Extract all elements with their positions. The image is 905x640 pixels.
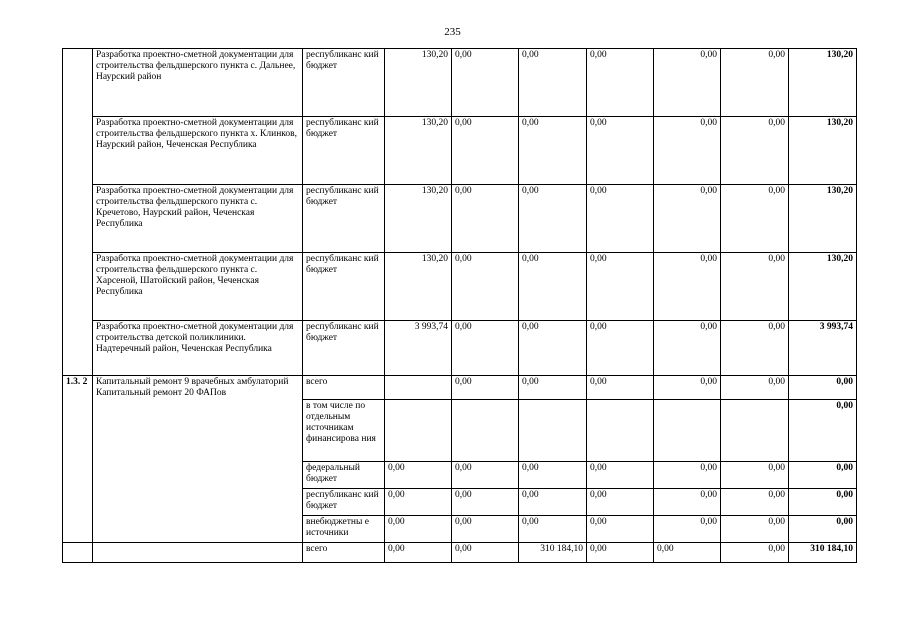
table-row — [63, 49, 857, 117]
value-cell: 0,00 — [452, 253, 519, 321]
section-code: 1.3. 2 — [63, 376, 93, 543]
value-cell: 0,00 — [519, 489, 587, 516]
code-cell — [63, 49, 93, 376]
value-cell: 0,00 — [654, 117, 721, 185]
total-cell: 0,00 — [789, 376, 857, 400]
amount-cell: 130,20 — [385, 49, 452, 117]
value-cell: 0,00 — [587, 253, 654, 321]
total-cell: 0,00 — [789, 489, 857, 516]
value-cell: 0,00 — [721, 516, 789, 543]
value-cell: 0,00 — [587, 117, 654, 185]
description-cell: Разработка проектно-сметной документации для строительства детской поликлиники. Надтеречный район, Чеченская Республика — [93, 321, 303, 376]
source-cell: республиканс кий бюджет — [303, 49, 385, 117]
total-cell: 3 993,74 — [789, 321, 857, 376]
value-cell: 0,00 — [654, 49, 721, 117]
value-cell: 0,00 — [519, 49, 587, 117]
table-row — [63, 185, 857, 253]
source-cell: внебюджетны е источники — [303, 516, 385, 543]
source-cell: в том числе по отдельным источникам финансирова ния — [303, 400, 385, 462]
value-cell: 0,00 — [452, 321, 519, 376]
value-cell: 0,00 — [385, 462, 452, 489]
total-cell: 130,20 — [789, 49, 857, 117]
section-description: Капитальный ремонт 9 врачебных амбулаторий Капитальный ремонт 20 ФАПов — [93, 376, 303, 543]
value-cell: 0,00 — [721, 376, 789, 400]
description-cell: Разработка проектно-сметной документации для строительства фельдшерского пункта х. Клинков, Наурский район, Чеченская Республика — [93, 117, 303, 185]
source-cell: республиканс кий бюджет — [303, 489, 385, 516]
value-cell — [654, 400, 721, 462]
source-cell: всего — [303, 543, 385, 563]
value-cell: 0,00 — [587, 185, 654, 253]
total-cell: 130,20 — [789, 117, 857, 185]
value-cell: 0,00 — [452, 462, 519, 489]
amount-cell: 3 993,74 — [385, 321, 452, 376]
description-cell: Разработка проектно-сметной документации для строительства фельдшерского пункта с. Харсеной, Шатойский район, Чеченская Республика — [93, 253, 303, 321]
value-cell: 0,00 — [587, 489, 654, 516]
value-cell — [519, 400, 587, 462]
value-cell: 0,00 — [654, 516, 721, 543]
value-cell: 310 184,10 — [519, 543, 587, 563]
value-cell: 0,00 — [452, 185, 519, 253]
value-cell: 0,00 — [385, 516, 452, 543]
amount-cell: 130,20 — [385, 117, 452, 185]
value-cell: 0,00 — [587, 49, 654, 117]
value-cell: 0,00 — [654, 185, 721, 253]
value-cell: 0,00 — [519, 462, 587, 489]
value-cell: 0,00 — [654, 462, 721, 489]
table-row — [63, 117, 857, 185]
total-cell: 130,20 — [789, 185, 857, 253]
value-cell: 0,00 — [654, 376, 721, 400]
value-cell: 0,00 — [587, 462, 654, 489]
amount-cell: 130,20 — [385, 253, 452, 321]
value-cell: 0,00 — [587, 516, 654, 543]
value-cell: 0,00 — [519, 185, 587, 253]
value-cell: 0,00 — [452, 543, 519, 563]
value-cell: 0,00 — [587, 543, 654, 563]
value-cell: 0,00 — [721, 49, 789, 117]
total-cell: 0,00 — [789, 462, 857, 489]
source-cell: республиканс кий бюджет — [303, 185, 385, 253]
value-cell: 0,00 — [721, 185, 789, 253]
table-row — [63, 321, 857, 376]
value-cell: 0,00 — [452, 376, 519, 400]
total-cell: 0,00 — [789, 400, 857, 462]
grand-total-row — [63, 543, 857, 563]
value-cell: 0,00 — [587, 321, 654, 376]
value-cell — [587, 400, 654, 462]
page-number: 235 — [444, 26, 461, 38]
description-cell: Разработка проектно-сметной документации для строительства фельдшерского пункта с. Дальнее, Наурский район — [93, 49, 303, 117]
value-cell: 0,00 — [452, 49, 519, 117]
source-cell: республиканс кий бюджет — [303, 321, 385, 376]
description-cell: Разработка проектно-сметной документации для строительства фельдшерского пункта с. Кречетово, Наурский район, Чеченская Республика — [93, 185, 303, 253]
value-cell: 0,00 — [587, 376, 654, 400]
value-cell: 0,00 — [452, 489, 519, 516]
value-cell: 0,00 — [519, 376, 587, 400]
budget-table — [62, 48, 857, 563]
value-cell — [385, 400, 452, 462]
value-cell: 0,00 — [519, 321, 587, 376]
total-cell: 310 184,10 — [789, 543, 857, 563]
value-cell: 0,00 — [721, 462, 789, 489]
value-cell — [385, 376, 452, 400]
table-row — [63, 376, 857, 400]
table-row — [63, 253, 857, 321]
value-cell: 0,00 — [385, 543, 452, 563]
value-cell: 0,00 — [519, 253, 587, 321]
value-cell: 0,00 — [721, 117, 789, 185]
value-cell: 0,00 — [385, 489, 452, 516]
value-cell: 0,00 — [721, 489, 789, 516]
value-cell: 0,00 — [654, 543, 721, 563]
value-cell: 0,00 — [452, 117, 519, 185]
value-cell — [452, 400, 519, 462]
source-cell: республиканс кий бюджет — [303, 117, 385, 185]
value-cell: 0,00 — [519, 117, 587, 185]
value-cell: 0,00 — [654, 253, 721, 321]
value-cell — [721, 400, 789, 462]
value-cell: 0,00 — [654, 321, 721, 376]
source-cell: республиканс кий бюджет — [303, 253, 385, 321]
value-cell: 0,00 — [452, 516, 519, 543]
source-cell: федеральный бюджет — [303, 462, 385, 489]
value-cell: 0,00 — [721, 321, 789, 376]
amount-cell: 130,20 — [385, 185, 452, 253]
value-cell: 0,00 — [721, 253, 789, 321]
source-cell: всего — [303, 376, 385, 400]
description-cell — [93, 543, 303, 563]
code-cell — [63, 543, 93, 563]
value-cell: 0,00 — [519, 516, 587, 543]
value-cell: 0,00 — [721, 543, 789, 563]
value-cell: 0,00 — [654, 489, 721, 516]
total-cell: 130,20 — [789, 253, 857, 321]
total-cell: 0,00 — [789, 516, 857, 543]
